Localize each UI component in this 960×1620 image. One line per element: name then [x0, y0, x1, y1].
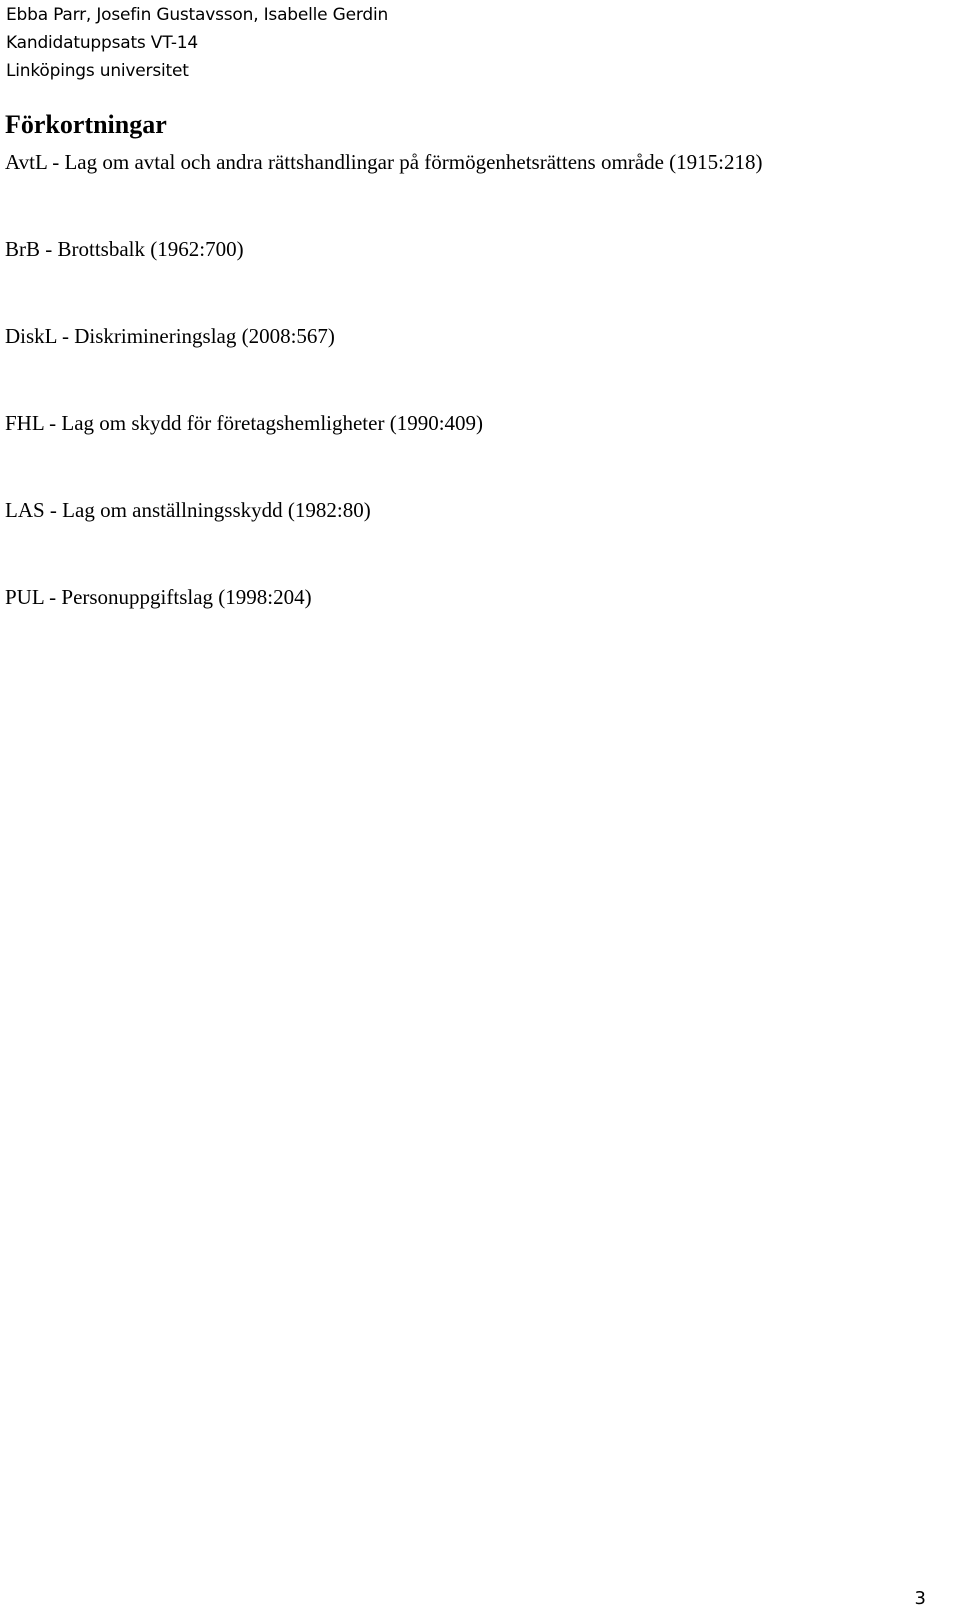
- abbreviation-las: LAS - Lag om anställningsskydd (1982:80): [5, 498, 371, 522]
- header-university: Linköpings universitet: [6, 61, 189, 81]
- abbreviation-diskl: DiskL - Diskrimineringslag (2008:567): [5, 324, 335, 348]
- abbreviation-list: [5, 150, 763, 672]
- page-number: 3: [914, 1588, 926, 1609]
- document-header: [6, 1, 388, 85]
- abbreviation-avtl: AvtL - Lag om avtal och andra rättshandlingar på förmögenhetsrättens område (1915:218): [5, 150, 763, 174]
- header-authors: Ebba Parr, Josefin Gustavsson, Isabelle Gerdin: [6, 5, 389, 25]
- abbreviation-fhl: FHL - Lag om skydd för företagshemligheter (1990:409): [5, 411, 484, 435]
- abbreviation-pul: PUL - Personuppgiftslag (1998:204): [5, 585, 312, 609]
- header-course: Kandidatuppsats VT-14: [6, 33, 199, 53]
- section-title: Förkortningar: [5, 110, 167, 139]
- abbreviation-brb: BrB - Brottsbalk (1962:700): [5, 237, 244, 261]
